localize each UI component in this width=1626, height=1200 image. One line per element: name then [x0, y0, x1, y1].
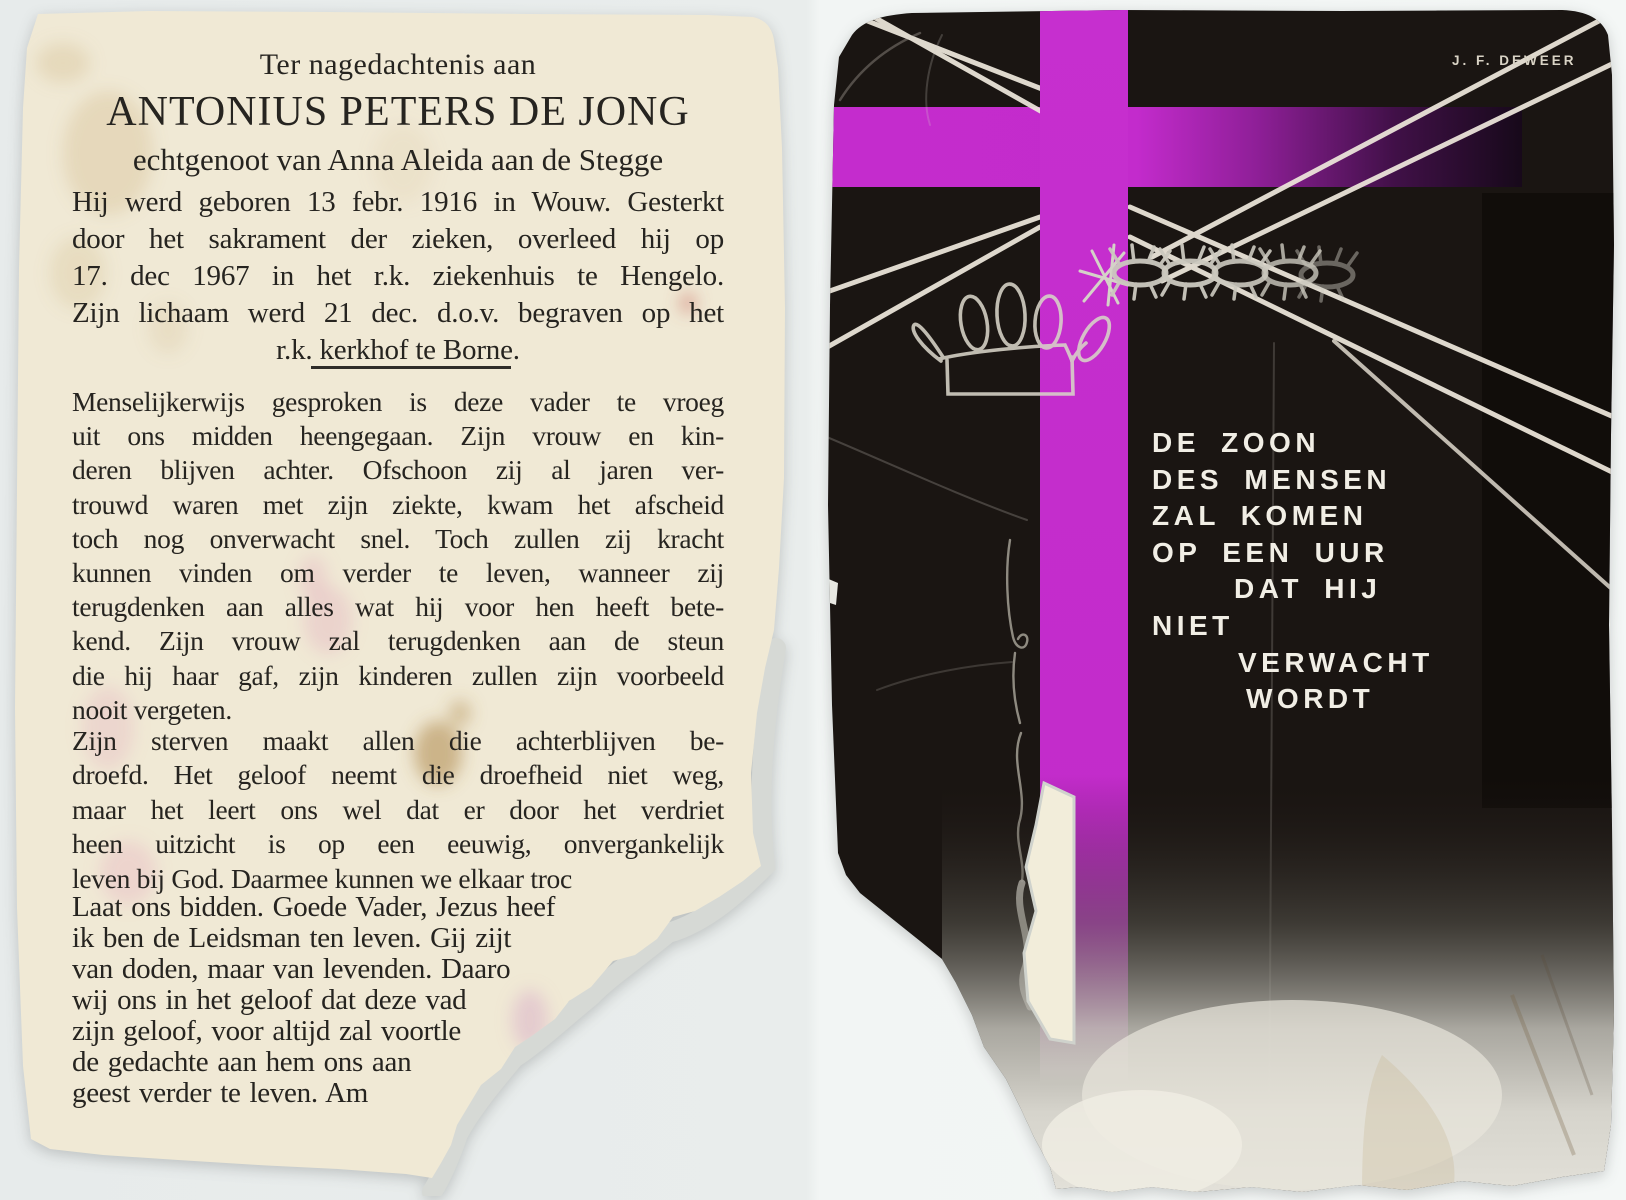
- memorial-card-front: [8, 8, 798, 1196]
- text-line: Zijn lichaam werd 21 dec. d.o.v. begraven op het: [72, 297, 724, 329]
- text-line: wij ons in het geloof dat deze vad: [72, 984, 467, 1016]
- memorial-header: Ter nagedachtenis aan: [259, 48, 537, 81]
- text-line: terugdenken aan alles wat hij voor hen heeft bete-: [72, 591, 724, 623]
- quote-line: DE ZOON: [1152, 427, 1321, 458]
- memorial-paragraph: [72, 385, 724, 727]
- text-line: toch nog onverwacht snel. Toch zullen zij kracht: [72, 522, 724, 554]
- quote-line: NIET: [1152, 609, 1234, 641]
- quote-line: DAT HIJ: [1234, 573, 1382, 605]
- artist-signature: J. F. DEWEER: [1452, 53, 1577, 68]
- text-line: maar het leert ons wel dat er door het verdriet: [72, 793, 724, 825]
- biography-paragraph: [72, 184, 724, 369]
- text-line: nooit vergeten.: [72, 693, 232, 725]
- consolation-paragraph: [72, 724, 724, 896]
- deep-shadow: [1482, 193, 1618, 808]
- text-line: trouwd waren met zijn ziekte, kwam het afscheid: [72, 488, 724, 520]
- quote-line: WORDT: [1246, 683, 1375, 715]
- quote-line: ZAL KOMEN: [1152, 500, 1368, 532]
- text-line: droefd. Het geloof neemt die droefheid niet weg,: [72, 759, 724, 791]
- text-line: deren blijven achter. Ofschoon zij al jaren ver-: [72, 454, 724, 486]
- text-line: die hij haar gaf, zijn kinderen zullen zijn voorbeeld: [72, 659, 724, 691]
- text-line: uit ons midden heengegaan. Zijn vrouw en kin-: [72, 420, 724, 452]
- text-line: heen uitzicht is op een eeuwig, onvergankelijk: [72, 828, 724, 860]
- quote-line: DES MENSEN: [1152, 463, 1392, 495]
- text-line: geest verder te leven. Am: [72, 1077, 369, 1109]
- text-line: van doden, maar van levenden. Daaro: [72, 953, 511, 985]
- text-line: Laat ons bidden. Goede Vader, Jezus heef: [72, 891, 556, 923]
- text-line: ik ben de Leidsman ten leven. Gij zijt: [72, 922, 512, 954]
- text-line: kend. Zijn vrouw zal terugdenken aan de steun: [72, 625, 724, 657]
- text-line: de gedachte aan hem ons aan: [72, 1046, 412, 1078]
- text-line: r.k. kerkhof te Borne.: [276, 334, 520, 366]
- deceased-name: ANTONIUS PETERS DE JONG: [106, 89, 690, 135]
- section-divider: [311, 366, 511, 369]
- spouse-line: echtgenoot van Anna Aleida aan de Stegge: [132, 142, 664, 177]
- text-line: zijn geloof, voor altijd zal voortle: [72, 1015, 461, 1047]
- text-line: Zijn sterven maakt allen die achterblijven be-: [72, 725, 724, 756]
- memorial-card-back: [822, 5, 1618, 1197]
- quote-line: VERWACHT: [1238, 646, 1434, 678]
- text-line: Hij werd geboren 13 febr. 1916 in Wouw. Gesterkt: [72, 186, 724, 218]
- text-line: leven bij God. Daarmee kunnen we elkaar troc: [72, 862, 572, 894]
- prayer-paragraph: [72, 892, 724, 1109]
- text-line: kunnen vinden om verder te leven, wanneer zij: [72, 557, 724, 589]
- quote-line: OP EEN UUR: [1152, 536, 1389, 568]
- scripture-quote: [1152, 425, 1434, 718]
- text-line: door het sakrament der zieken, overleed hij op: [72, 223, 724, 255]
- text-line: Menselijkerwijs gesproken is deze vader te vroeg: [72, 386, 724, 417]
- text-line: 17. dec 1967 in het r.k. ziekenhuis te Hengelo.: [72, 260, 724, 292]
